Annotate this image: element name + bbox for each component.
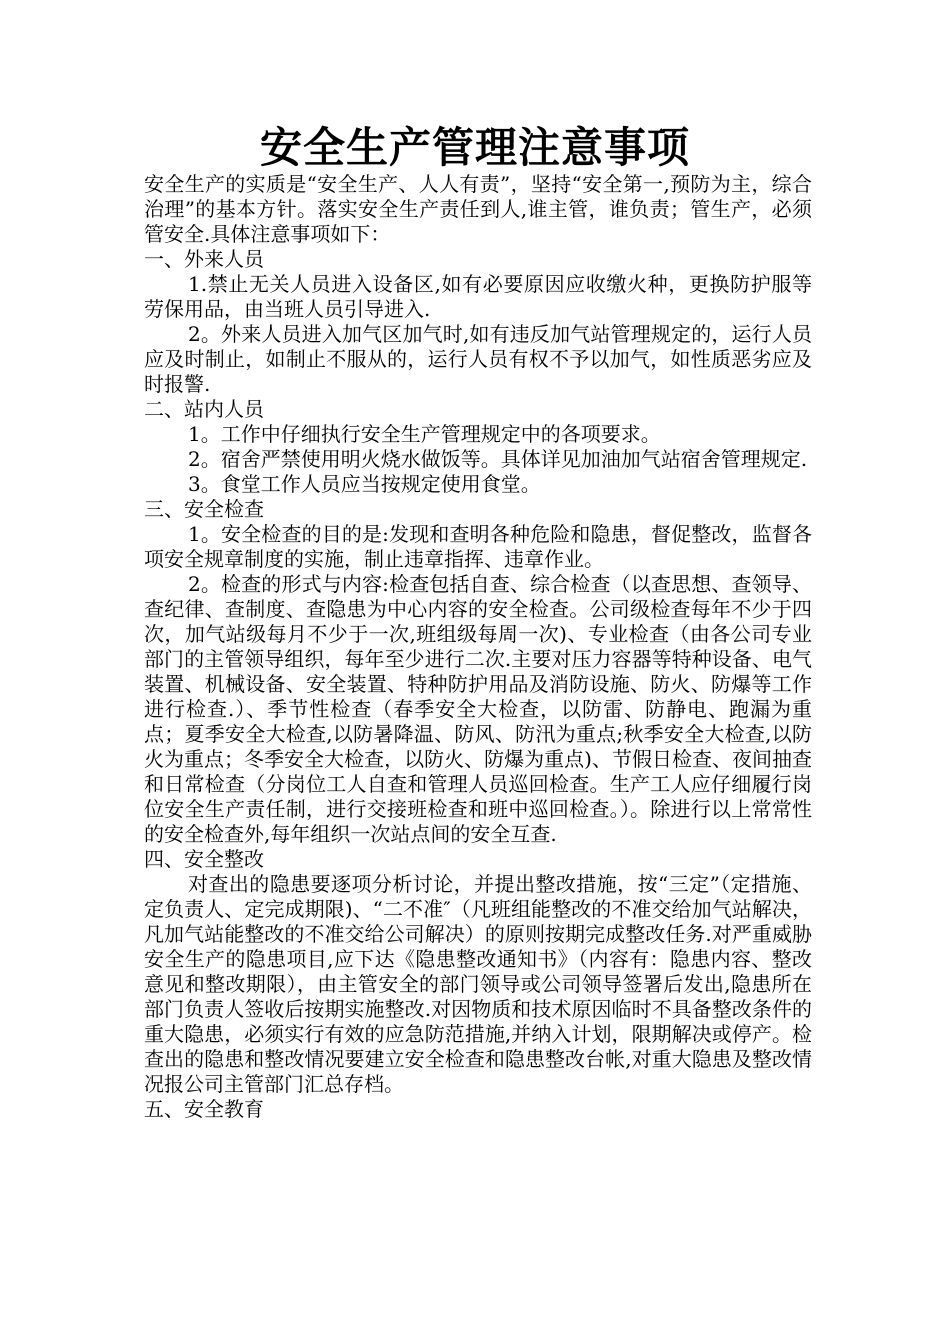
document-title: 安全生产管理注意事项 [259,123,690,172]
rectification-paragraph: 对查出的隐患要逐项分析讨论，并提出整改措施，按“三定”（定措施、定负责人、定完成期限)、“二不准″（凡班组能整改的不准交给加气站解决，凡加气站能整改的不准交给公司解决）的原则按期完成整改任务.对严重威胁安全生产的隐患项目,应下达《隐患整改通知书》（内容有：隐患内容、整改意见和整改期限），由主管安全的部门领导或公司领导签署后发出,隐患所在部门负责人签收后按期实施整改.对因物质和技术原因临时不具备整改条件的重大隐患，必须实行有效的应急防范措施,并纳入计划，限期解决或停产。检查出的隐患和整改情况要建立安全检查和隐患整改台帐,对重大隐患及整改情况报公司主管部门汇总存档。 [144,872,812,1096]
visitors-item-2: 2。外来人员进入加气区加气时,如有违反加气站管理规定的，运行人员应及时制止，如制止不服从的，运行人员有权不予以加气，如性质恶劣应及时报警. [144,322,812,396]
visitors-item-1: 1.禁止无关人员进入设备区,如有必要原因应收缴火种，更换防护服等劳保用品，由当班人员引导进入. [144,272,812,321]
section-heading-rectification: 四、安全整改 [144,847,264,871]
staff-item-1: 1。工作中仔细执行安全生产管理规定中的各项要求。 [188,422,661,446]
intro-paragraph: 安全生产的实质是“安全生产、人人有责”，坚持“安全第一,预防为主，综合治理”的基本方针。落实安全生产责任到人,谁主管，谁负责；管生产，必须管安全.具体注意事项如下： [144,172,812,246]
document-body [144,172,812,1122]
inspection-item-1: 1。安全检查的目的是:发现和查明各种危险和隐患，督促整改，监督各项安全规章制度的实施，制止违章指挥、违章作业。 [144,522,812,571]
staff-item-3: 3。食堂工作人员应当按规定使用食堂。 [188,472,541,496]
section-heading-inspection: 三、安全检查 [144,497,264,521]
section-heading-staff: 二、站内人员 [144,397,264,421]
section-heading-education: 五、安全教育 [144,1097,264,1121]
staff-item-2: 2。宿舍严禁使用明火烧水做饭等。具体详见加油加气站宿舍管理规定. [188,447,808,471]
section-heading-visitors: 一、外来人员 [144,247,264,271]
inspection-item-2: 2。检查的形式与内容:检查包括自查、综合检查（以查思想、查领导、查纪律、查制度、查隐患为中心内容的安全检查。公司级检查每年不少于四次，加气站级每月不少于一次,班组级每周一次)、专业检查（由各公司专业部门的主管领导组织，每年至少进行二次.主要对压力容器等特种设备、电气装置、机械设备、安全装置、特种防护用品及消防设施、防火、防爆等工作进行检查.）、季节性检查（春季安全大检查，以防雷、防静电、跑漏为重点；夏季安全大检查,以防暑降温、防风、防汛为重点;秋季安全大检查,以防火为重点；冬季安全大检查，以防火、防爆为重点)、节假日检查、夜间抽查和日常检查（分岗位工人自查和管理人员巡回检查。生产工人应仔细履行岗位安全生产责任制，进行交接班检查和班中巡回检查。）。除进行以上常常性的安全检查外,每年组织一次站点间的安全互查. [144,572,812,846]
